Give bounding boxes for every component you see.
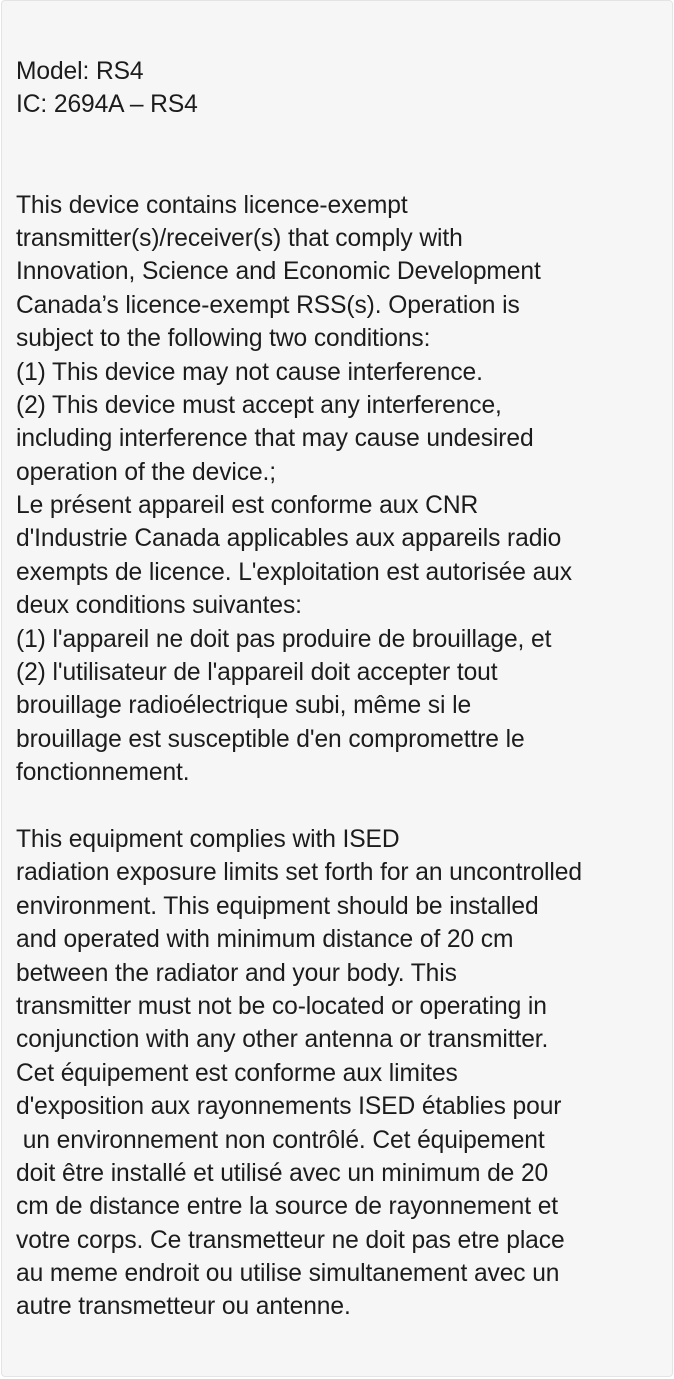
- ic-statement-line: Innovation, Science and Economic Development: [16, 258, 541, 286]
- rf-statement-line: doit être installé et utilisé avec un minimum de 20: [16, 1159, 549, 1187]
- rf-exposure-statement: [16, 823, 666, 1324]
- ic-statement-line: (2) This device must accept any interference,: [16, 391, 502, 419]
- ic-statement-line: This device contains licence-exempt: [16, 191, 408, 219]
- rf-statement-line: between the radiator and your body. This: [16, 959, 457, 987]
- ic-statement-line: exempts de licence. L'exploitation est autorisée aux: [16, 558, 572, 586]
- rf-statement-line: conjunction with any other antenna or transmitter.: [16, 1026, 549, 1054]
- ic-statement-line: operation of the device.;: [16, 458, 277, 486]
- ic-statement-line: (1) l'appareil ne doit pas produire de brouillage, et: [16, 625, 552, 653]
- compliance-panel: [1, 0, 673, 1377]
- rf-statement-line: au meme endroit ou utilise simultanement avec un: [16, 1260, 560, 1288]
- ic-statement-line: including interference that may cause undesired: [16, 425, 534, 453]
- ic-statement-line: deux conditions suivantes:: [16, 592, 302, 620]
- rf-statement-line: This equipment complies with ISED: [16, 826, 400, 853]
- rf-statement-line: cm de distance entre la source de rayonnement et: [16, 1193, 559, 1221]
- ic-statement-line: brouillage radioélectrique subi, même si le: [16, 692, 472, 720]
- model-label: Model: RS4: [16, 58, 144, 85]
- spacer: [16, 790, 666, 823]
- rf-statement-line: radiation exposure limits set forth for an uncontrolled: [16, 859, 582, 887]
- rf-statement-line: autre transmetteur ou antenne.: [16, 1293, 351, 1321]
- spacer: [16, 122, 666, 189]
- ic-statement-line: Le présent appareil est conforme aux CNR: [16, 492, 479, 520]
- rf-statement-line: votre corps. Ce transmetteur ne doit pas etre place: [16, 1226, 565, 1254]
- ic-statement: [16, 189, 666, 790]
- rf-statement-line: environment. This equipment should be installed: [16, 892, 539, 920]
- ic-statement-line: (2) l'utilisateur de l'appareil doit accepter tout: [16, 659, 498, 687]
- rf-statement-line: un environnement non contrôlé. Cet équipement: [16, 1126, 545, 1154]
- ic-statement-line: d'Industrie Canada applicables aux appareils radio: [16, 525, 562, 553]
- ic-statement-line: transmitter(s)/receiver(s) that comply with: [16, 224, 463, 252]
- rf-statement-line: Cet équipement est conforme aux limites: [16, 1059, 458, 1087]
- ic-statement-line: fonctionnement.: [16, 759, 190, 787]
- ic-statement-line: (1) This device may not cause interference.: [16, 358, 483, 386]
- ic-statement-line: brouillage est susceptible d'en compromettre le: [16, 725, 525, 753]
- rf-statement-line: and operated with minimum distance of 20 cm: [16, 926, 514, 954]
- rf-statement-line: transmitter must not be co-located or operating in: [16, 992, 547, 1020]
- ic-label: IC: 2694A – RS4: [16, 91, 198, 119]
- compliance-text: [16, 55, 666, 1324]
- rf-statement-line: d'exposition aux rayonnements ISED établies pour: [16, 1093, 562, 1121]
- ic-statement-line: Canada’s licence-exempt RSS(s). Operation is: [16, 291, 520, 319]
- ic-statement-line: subject to the following two conditions:: [16, 325, 431, 353]
